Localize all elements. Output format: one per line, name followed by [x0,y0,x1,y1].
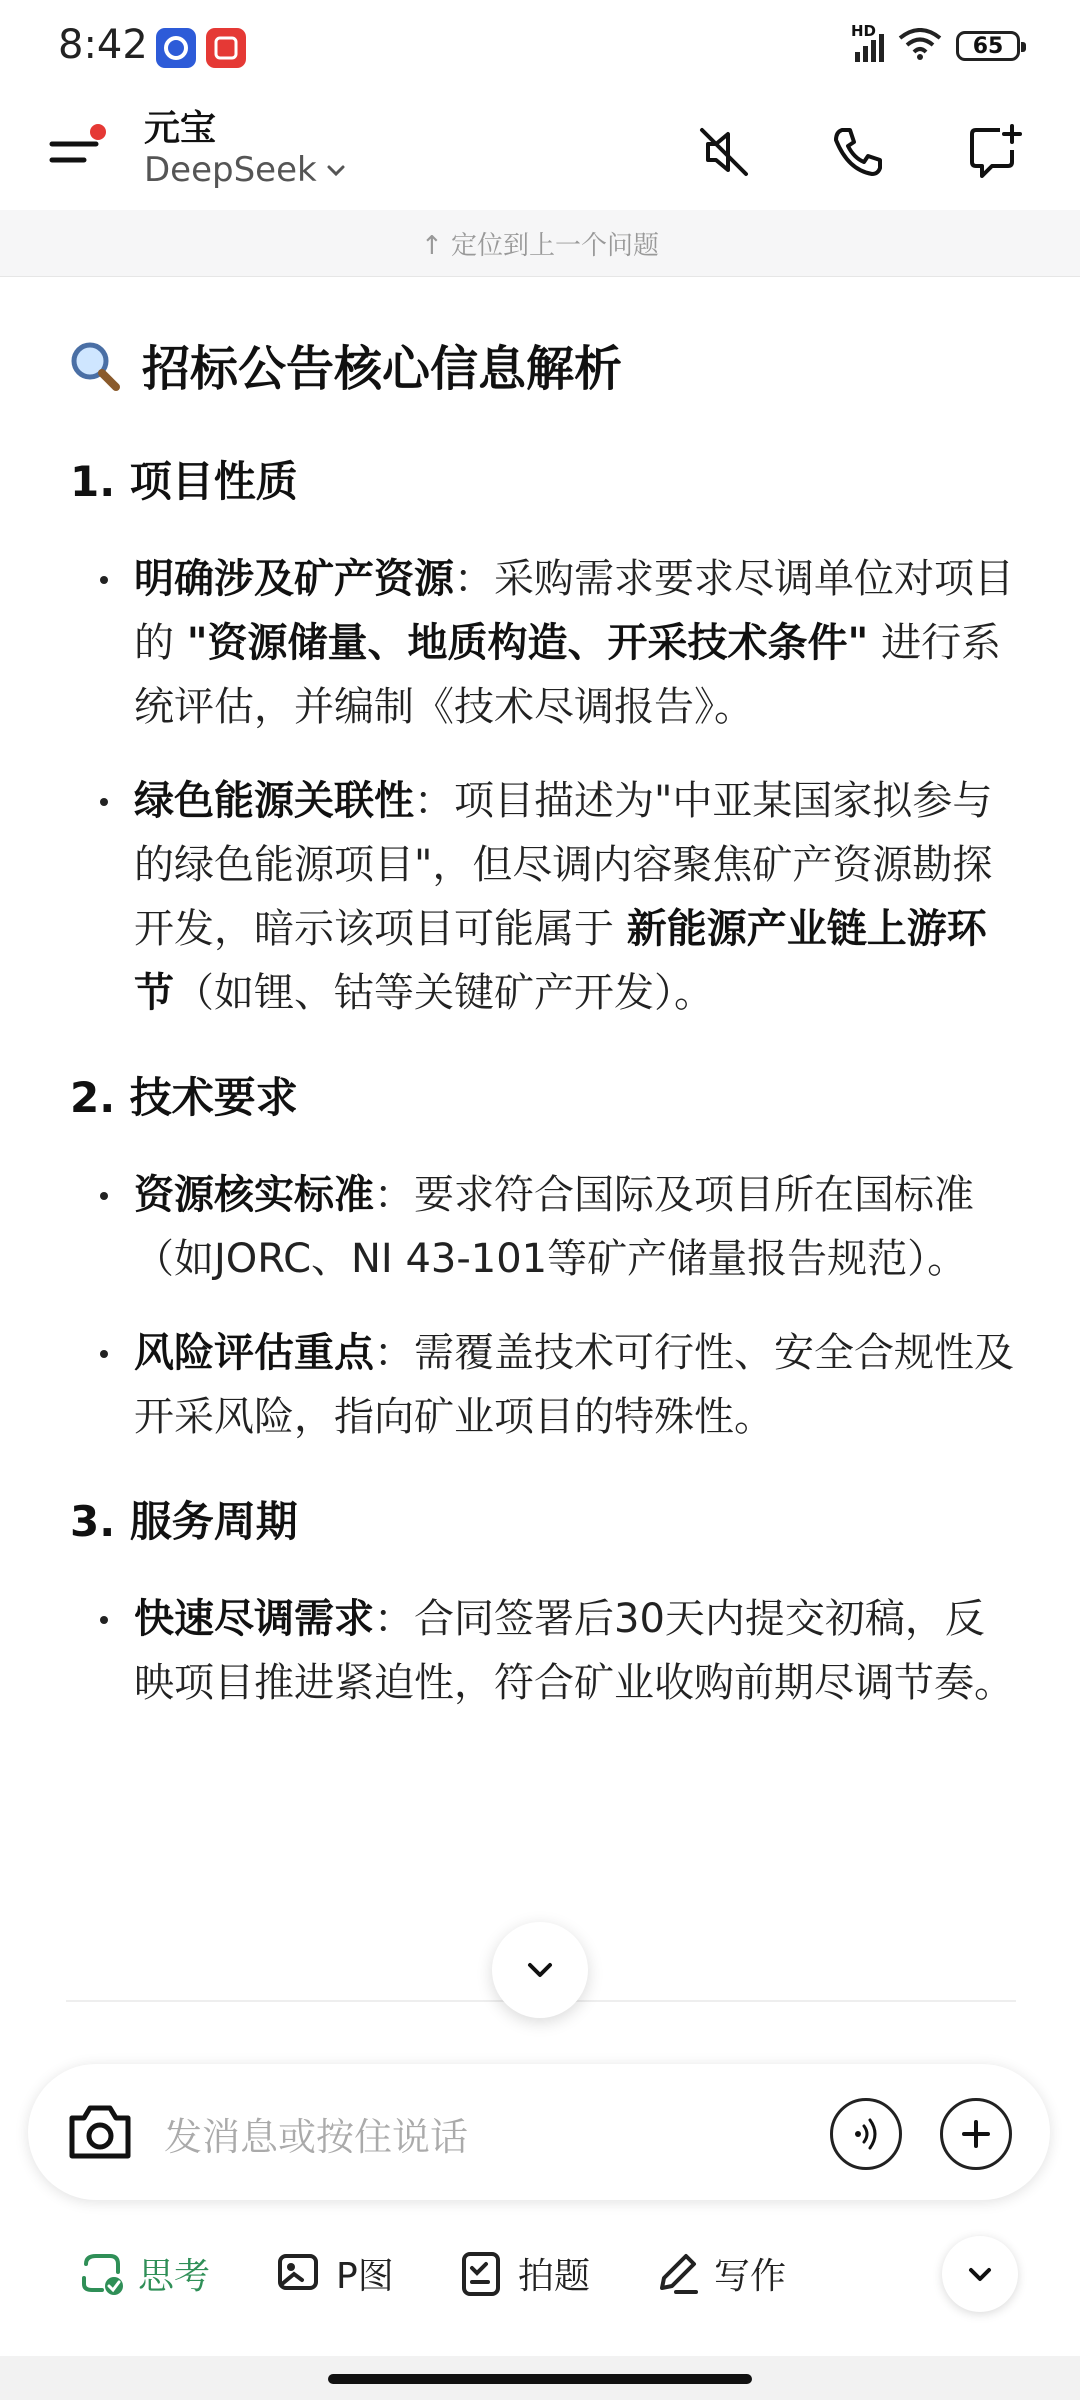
checklist-icon [456,2248,506,2298]
app-title: 元宝 [144,108,217,149]
list-item [66,1163,1016,1291]
list-item [66,1321,1016,1449]
chevron-down-icon [964,2258,996,2290]
list-item [66,769,1016,1025]
p-image-button[interactable] [274,2240,394,2306]
locate-label: ↑ 定位到上一个问题 [420,230,660,261]
voice-button[interactable] [830,2098,902,2170]
chevron-down-icon [325,159,347,181]
notification-app-icon [156,28,196,68]
article-title: 招标公告核心信息解析 [142,341,623,397]
article-heading [66,330,1016,399]
bullet-lead: 绿色能源关联性 [134,778,414,824]
mute-speaker-icon [694,122,754,182]
think-label: 思考 [138,2255,211,2297]
bullet-text: ：合同签署后30天内提交初稿，反映项目推进紧迫性，符合矿业收购前期尽调节奏。 [134,1596,1014,1706]
chevron-down-icon [522,1952,558,1988]
menu-button[interactable] [46,120,110,180]
write-label: 写作 [714,2255,787,2297]
list-item [66,547,1016,739]
add-attachment-button[interactable] [940,2098,1012,2170]
camera-button[interactable] [62,2094,138,2170]
status-indicators [851,22,1020,64]
write-button[interactable] [652,2240,786,2306]
menu-icon [46,120,110,180]
pen-icon [652,2248,702,2298]
new-chat-button[interactable] [954,112,1034,192]
bullet-text: ：要求符合国际及项目所在国标准（如JORC、NI 43-101等矿产储量报告规范）。 [134,1172,974,1282]
scroll-to-bottom-button[interactable] [492,1922,588,2018]
section-title: 1. 项目性质 [70,457,298,506]
model-selector[interactable] [144,150,347,190]
battery-icon [956,31,1020,61]
think-icon [76,2248,126,2298]
bullet-lead: 风险评估重点 [134,1330,374,1376]
bullet-text: 进行系统评估，并编制《技术尽调报告》。 [134,620,1002,730]
expand-tools-button[interactable] [942,2236,1018,2312]
wifi-icon [898,28,942,64]
bullet-lead: 快速尽调需求 [134,1596,374,1642]
home-indicator[interactable] [328,2374,752,2384]
status-time: 8:42 [58,22,148,68]
section-nature [66,449,1016,1025]
bullet-lead: 资源核实标准 [134,1172,374,1218]
section-title: 2. 技术要求 [70,1073,298,1122]
voice-wave-icon [846,2114,886,2154]
status-bar [0,0,1080,100]
bullet-text: ：项目描述为"中亚某国家拟参与的绿色能源项目"，但尽调内容聚焦矿产资源勘探开发，暗示该项目可能属于 [134,778,993,952]
plus-icon [958,2116,994,2152]
section-tech [66,1065,1016,1449]
camera-icon [62,2094,138,2170]
section-title: 3. 服务周期 [70,1497,298,1546]
message-input[interactable]: 发消息或按住说话 [164,2115,469,2159]
magnifier-icon [66,337,122,393]
section-period [66,1489,1016,1715]
message-content [66,330,1016,1755]
battery-level: 65 [972,33,1004,59]
photo-question-label: 拍题 [518,2255,591,2297]
bullet-emphasis: "资源储量、地质构造、开采技术条件" [186,620,869,666]
bullet-text: ：采购需求要求尽调单位对项目的 [134,556,1014,666]
bullet-emphasis: 新能源产业链上游环节 [134,906,987,1016]
notification-shop-icon [206,28,246,68]
photo-question-button[interactable] [456,2240,590,2306]
bullet-text: ：需覆盖技术可行性、安全合规性及开采风险，指向矿业项目的特殊性。 [134,1330,1014,1440]
new-chat-icon [964,122,1024,182]
call-button[interactable] [818,112,898,192]
phone-icon [828,122,888,182]
locate-previous-question[interactable] [0,210,1080,277]
signal-icon [851,22,884,62]
list-item [66,1587,1016,1715]
image-edit-icon [274,2248,324,2298]
network-label: HD [851,22,877,40]
p-image-label: P图 [336,2255,394,2297]
mute-button[interactable] [684,112,764,192]
bullet-text: （如锂、钴等关键矿产开发）。 [174,970,714,1016]
notification-dot [90,124,106,140]
bullet-lead: 明确涉及矿产资源 [134,556,454,602]
model-label: DeepSeek [144,150,317,190]
think-button[interactable] [76,2240,210,2306]
